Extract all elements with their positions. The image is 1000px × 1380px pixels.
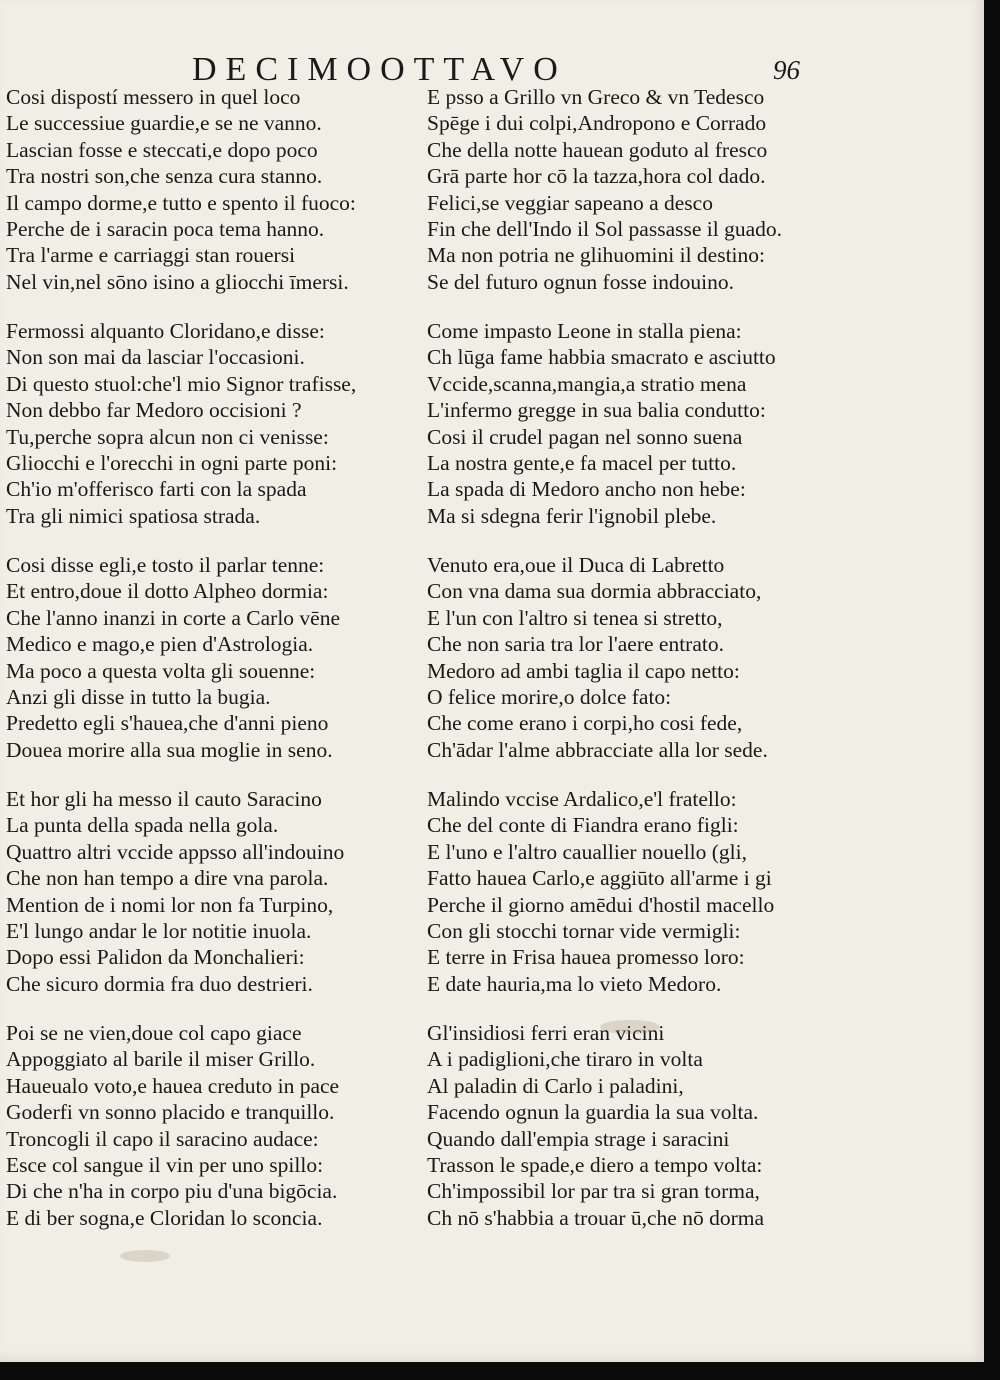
verse-line: Ch'impossibil lor par tra si gran torma, bbox=[427, 1179, 760, 1204]
stanza bbox=[427, 318, 847, 552]
verse-line: Con gli stocchi tornar vide vermigli: bbox=[427, 918, 741, 943]
verse-line: Ch'io m'offerisco farti con la spada bbox=[6, 477, 307, 502]
verse-line: La nostra gente,e fa macel per tutto. bbox=[427, 450, 737, 475]
verse-line: Cosi disse egli,e tosto il parlar tenne: bbox=[6, 553, 325, 577]
paper-stain bbox=[600, 1020, 660, 1034]
verse-line: Gl'insidiosi ferri eran vicini bbox=[427, 1021, 665, 1045]
right-column bbox=[427, 84, 847, 1254]
stanza bbox=[427, 1020, 847, 1254]
verse-line: Predetto egli s'hauea,che d'anni pieno bbox=[6, 711, 329, 736]
verse-line: Facendo ognun la guardia la sua volta. bbox=[427, 1100, 759, 1125]
verse-line: E terre in Frisa hauea promesso loro: bbox=[427, 945, 745, 970]
verse-line: O felice morire,o dolce fato: bbox=[427, 684, 672, 709]
stanza bbox=[6, 1020, 426, 1254]
verse-line: Fin che dell'Indo il Sol passasse il guado. bbox=[427, 216, 783, 241]
verse-line: Che del conte di Fiandra erano figli: bbox=[427, 813, 739, 838]
verse-line: Non son mai da lasciar l'occasioni. bbox=[6, 345, 305, 370]
verse-line: E date hauria,ma lo vieto Medoro. bbox=[427, 971, 722, 996]
verse-line: Tu,perche sopra alcun non ci venisse: bbox=[6, 424, 329, 449]
verse-line: Dopo essi Palidon da Monchalieri: bbox=[6, 945, 305, 970]
verse-line: Ch nō s'habbia a trouar ū,che nō dorma bbox=[427, 1205, 765, 1230]
verse-line: Cosi dispostí messero in quel loco bbox=[6, 85, 301, 109]
verse-line: Et entro,doue il dotto Alpheo dormia: bbox=[6, 579, 329, 604]
verse-line: E di ber sogna,e Cloridan lo sconcia. bbox=[6, 1205, 323, 1230]
verse-line: Ma poco a questa volta gli souenne: bbox=[6, 658, 316, 683]
verse-line: Che della notte hauean goduto al fresco bbox=[427, 137, 768, 162]
verse-line: Tra l'arme e carriaggi stan rouersi bbox=[6, 243, 296, 268]
verse-line: E l'un con l'altro si tenea si stretto, bbox=[427, 605, 723, 630]
verse-line: Spēge i dui colpi,Andropono e Corrado bbox=[427, 111, 767, 136]
verse-line: Medoro ad ambi taglia il capo netto: bbox=[427, 658, 740, 683]
verse-line: Medico e mago,e pien d'Astrologia. bbox=[6, 632, 314, 657]
verse-line: Anzi gli disse in tutto la bugia. bbox=[6, 684, 271, 709]
verse-line: Con vna dama sua dormia abbracciato, bbox=[427, 579, 762, 604]
verse-line: Vccide,scanna,mangia,a stratio mena bbox=[427, 371, 747, 396]
verse-line: E l'uno e l'altro cauallier nouello (gli, bbox=[427, 839, 747, 864]
verse-line: Che non han tempo a dire vna parola. bbox=[6, 866, 329, 891]
verse-line: Che l'anno inanzi in corte a Carlo vēne bbox=[6, 605, 341, 630]
verse-line: Poi se ne vien,doue col capo giace bbox=[6, 1021, 302, 1045]
stanza bbox=[6, 318, 426, 552]
verse-line: Come impasto Leone in stalla piena: bbox=[427, 319, 742, 343]
left-column bbox=[6, 84, 426, 1254]
verse-line: Et hor gli ha messo il cauto Saracino bbox=[6, 787, 322, 811]
stanza bbox=[427, 84, 847, 318]
verse-line: Haueualo voto,e hauea creduto in pace bbox=[6, 1073, 340, 1098]
verse-line: Tra gli nimici spatiosa strada. bbox=[6, 503, 261, 528]
stanza bbox=[6, 786, 426, 1020]
verse-line: L'infermo gregge in sua balia condutto: bbox=[427, 398, 766, 423]
stanza bbox=[427, 552, 847, 786]
verse-line: Quattro altri vccide appsso all'indouino bbox=[6, 839, 345, 864]
stanza bbox=[6, 84, 426, 318]
verse-line: E'l lungo andar le lor notitie inuola. bbox=[6, 918, 312, 943]
verse-line: Esce col sangue il vin per uno spillo: bbox=[6, 1152, 324, 1177]
verse-line: La punta della spada nella gola. bbox=[6, 813, 279, 838]
verse-line: La spada di Medoro ancho non hebe: bbox=[427, 477, 746, 502]
paper-stain bbox=[120, 1250, 170, 1262]
verse-line: Appoggiato al barile il miser Grillo. bbox=[6, 1047, 316, 1072]
verse-line: Ma non potria ne glihuomini il destino: bbox=[427, 243, 765, 268]
verse-line: Che come erano i corpi,ho cosi fede, bbox=[427, 711, 743, 736]
verse-line: Nel vin,nel sōno isino a gliocchi īmersi. bbox=[6, 269, 349, 294]
verse-line: Venuto era,oue il Duca di Labretto bbox=[427, 553, 725, 577]
verse-line: Grā parte hor cō la tazza,hora col dado. bbox=[427, 164, 766, 189]
verse-line: Goderfi vn sonno placido e tranquillo. bbox=[6, 1100, 335, 1125]
verse-line: Di questo stuol:che'l mio Signor trafisse, bbox=[6, 371, 357, 396]
verse-line: Non debbo far Medoro occisioni ? bbox=[6, 398, 302, 423]
verse-line: Gliocchi e l'orecchi in ogni parte poni: bbox=[6, 450, 338, 475]
verse-line: Fatto hauea Carlo,e aggiūto all'arme i gi bbox=[427, 866, 772, 891]
verse-line: Le successiue guardie,e se ne vanno. bbox=[6, 111, 322, 136]
running-head: DECIMOOTTAVO bbox=[192, 51, 567, 88]
verse-line: Troncogli il capo il saracino audace: bbox=[6, 1126, 319, 1151]
verse-line: E psso a Grillo vn Greco & vn Tedesco bbox=[427, 85, 765, 109]
page-number: 96 bbox=[773, 55, 800, 85]
verse-line: Douea morire alla sua moglie in seno. bbox=[6, 737, 333, 762]
verse-line: A i padiglioni,che tiraro in volta bbox=[427, 1047, 703, 1072]
verse-line: Che sicuro dormia fra duo destrieri. bbox=[6, 971, 313, 996]
verse-line: Il campo dorme,e tutto e spento il fuoco: bbox=[6, 190, 356, 215]
verse-line: Malindo vccise Ardalico,e'l fratello: bbox=[427, 787, 737, 811]
verse-line: Ch lūga fame habbia smacrato e asciutto bbox=[427, 345, 776, 370]
verse-line: Al paladin di Carlo i paladini, bbox=[427, 1073, 684, 1098]
verse-line: Fermossi alquanto Cloridano,e disse: bbox=[6, 319, 325, 343]
verse-line: Di che n'ha in corpo piu d'una bigōcia. bbox=[6, 1179, 338, 1204]
verse-line: Perche de i saracin poca tema hanno. bbox=[6, 216, 325, 241]
verse-line: Lascian fosse e steccati,e dopo poco bbox=[6, 137, 318, 162]
verse-line: Quando dall'empia strage i saracini bbox=[427, 1126, 730, 1151]
stanza bbox=[427, 786, 847, 1020]
verse-line: Ch'ādar l'alme abbracciate alla lor sede. bbox=[427, 737, 768, 762]
verse-line: Ma si sdegna ferir l'ignobil plebe. bbox=[427, 503, 717, 528]
verse-line: Felici,se veggiar sapeano a desco bbox=[427, 190, 713, 215]
verse-line: Perche il giorno amēdui d'hostil macello bbox=[427, 892, 775, 917]
verse-line: Cosi il crudel pagan nel sonno suena bbox=[427, 424, 743, 449]
verse-line: Trasson le spade,e diero a tempo volta: bbox=[427, 1152, 763, 1177]
verse-line: Se del futuro ognun fosse indouino. bbox=[427, 269, 734, 294]
verse-line: Mention de i nomi lor non fa Turpino, bbox=[6, 892, 334, 917]
verse-line: Tra nostri son,che senza cura stanno. bbox=[6, 164, 323, 189]
stanza bbox=[6, 552, 426, 786]
verse-line: Che non saria tra lor l'aere entrato. bbox=[427, 632, 724, 657]
